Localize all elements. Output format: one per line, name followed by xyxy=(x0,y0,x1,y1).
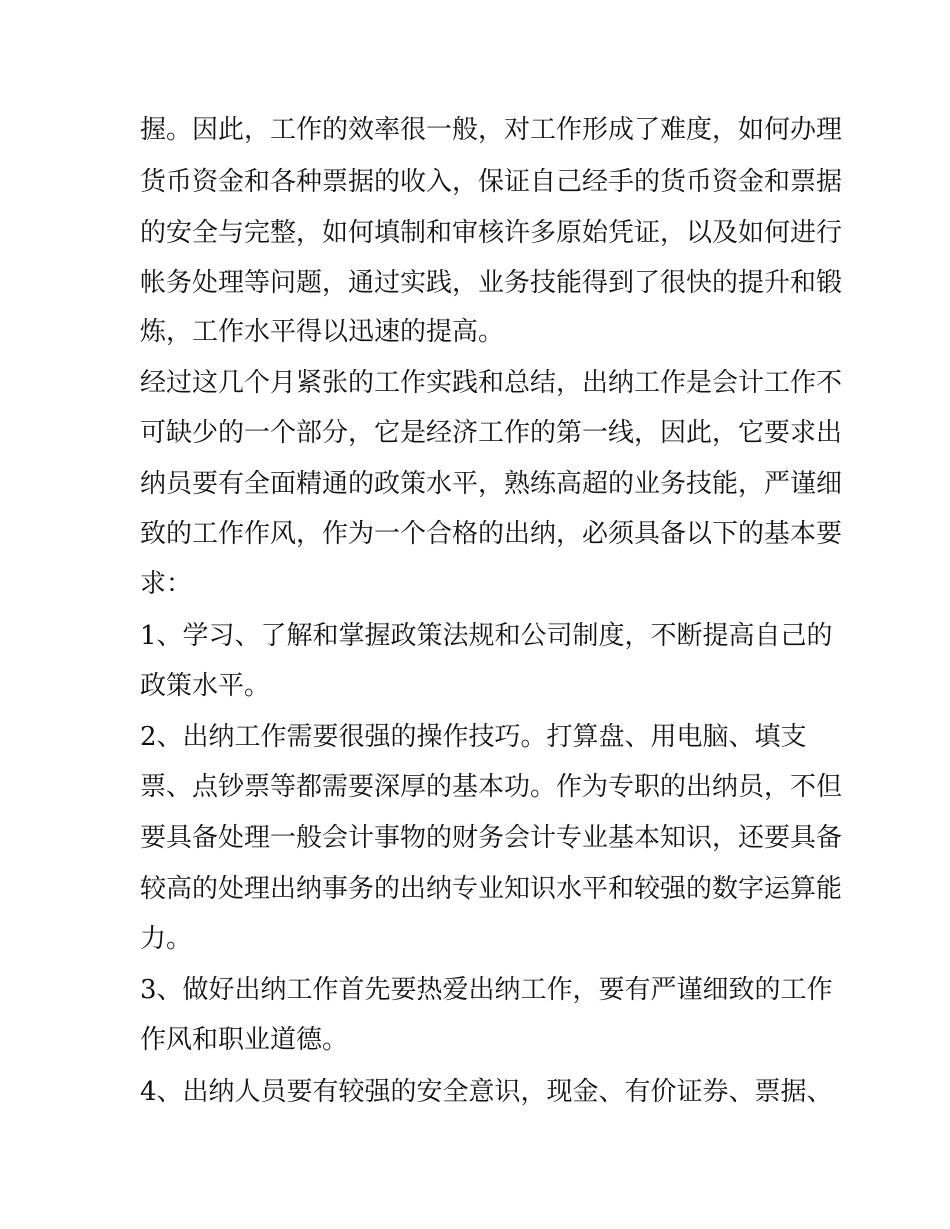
text-line: 求： xyxy=(140,569,193,599)
text-line: 握。因此，工作的效率很一般，对工作形成了难度，如何办理 xyxy=(140,115,843,145)
text-line: 政策水平。 xyxy=(140,671,271,701)
text-line: 帐务处理等问题，通过实践，业务技能得到了很快的提升和锻 xyxy=(140,268,843,298)
text-line: 较高的处理出纳事务的出纳专业知识水平和较强的数字运算能 xyxy=(140,874,843,904)
text-line: 2、出纳工作需要很强的操作技巧。打算盘、用电脑、填支 xyxy=(140,722,807,752)
text-line: 致的工作作风，作为一个合格的出纳，必须具备以下的基本要 xyxy=(140,519,843,549)
text-line: 4、出纳人员要有较强的安全意识，现金、有价证券、票据、 xyxy=(140,1077,833,1107)
text-line: 纳员要有全面精通的政策水平，熟练高超的业务技能，严谨细 xyxy=(140,469,843,499)
text-line: 经过这几个月紧张的工作实践和总结，出纳工作是会计工作不 xyxy=(140,368,843,398)
text-line: 作风和职业道德。 xyxy=(140,1025,349,1055)
text-line: 票、点钞票等都需要深厚的基本功。作为专职的出纳员，不但 xyxy=(140,772,843,802)
text-line: 3、做好出纳工作首先要热爱出纳工作，要有严谨细致的工作 xyxy=(140,975,833,1005)
text-line: 炼，工作水平得以迅速的提高。 xyxy=(140,317,505,347)
text-line: 要具备处理一般会计事物的财务会计专业基本知识，还要具备 xyxy=(140,823,843,853)
text-line: 货币资金和各种票据的收入，保证自己经手的货币资金和票据 xyxy=(140,167,843,197)
text-line: 的安全与完整，如何填制和审核许多原始凭证，以及如何进行 xyxy=(140,218,843,248)
text-line: 力。 xyxy=(140,924,193,954)
text-line: 1、学习、了解和掌握政策法规和公司制度，不断提高自己的 xyxy=(140,621,833,651)
text-line: 可缺少的一个部分，它是经济工作的第一线，因此，它要求出 xyxy=(140,418,843,448)
